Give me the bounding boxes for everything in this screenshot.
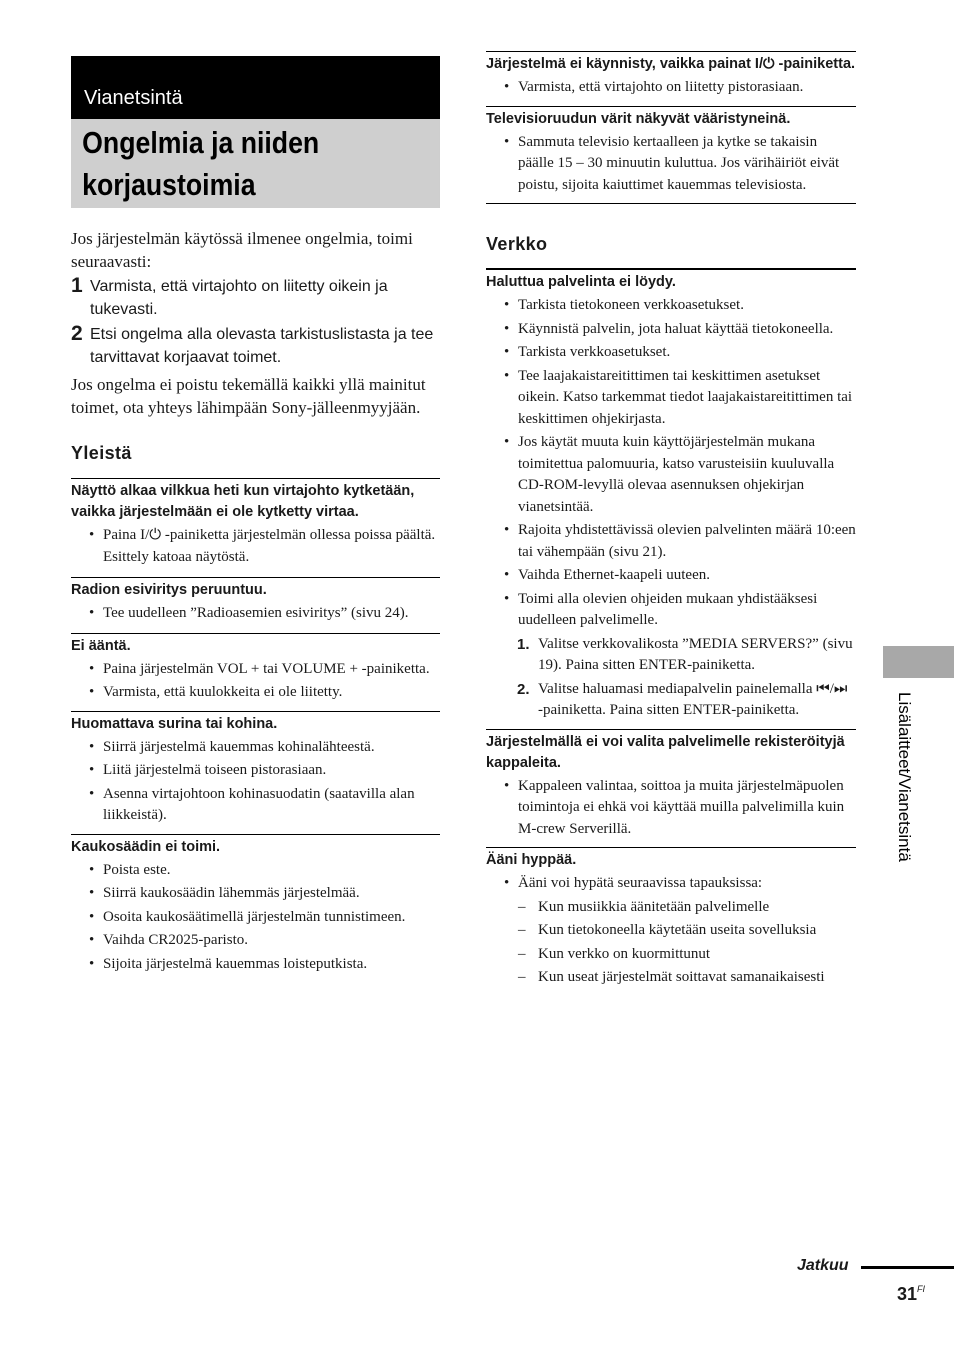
page-number: $31^{FI}$ xyxy=(897,1284,926,1304)
page-title: Ongelmia ja niiden korjaustoimia xyxy=(71,119,439,208)
problem-title: Näyttö alkaa vilkkua heti kun virtajohto kytketään, vaikka järjestelmään ei ole kytketty virtaa. xyxy=(71,483,415,520)
general-heading: Yleistä xyxy=(71,443,132,463)
problem-title: Ei ääntä. xyxy=(71,637,131,654)
step-2: 2 Etsi ongelma alla olevasta tarkistuslistasta ja tee tarvittavat korjaavat toimet. xyxy=(71,322,434,366)
problem-title: Järjestelmällä ei voi valita palvelimelle rekisteröityjä kappaleita. xyxy=(486,733,845,771)
problem-title: Haluttua palvelinta ei löydy. xyxy=(486,274,676,290)
solution-item: • Asenna virtajohtoon kohinasuodatin (saatavilla alan liikkeistä). xyxy=(71,784,440,827)
intro-text-2: Jos ongelma ei poistu tekemällä kaikki yllä mainitut toimet, ota yhteys lähimpään Sony-jälleenmyyjään. xyxy=(71,375,426,417)
dash-item: – Kun verkko on kuormittunut xyxy=(486,944,856,966)
solution-item: • Tee uudelleen ”Radioasemien esiviritys” (sivu 24). xyxy=(71,603,440,625)
network-heading: Verkko xyxy=(486,234,548,254)
page-suffix: FI xyxy=(917,1284,926,1294)
solution-item: • Liitä järjestelmä toiseen pistorasiaan. xyxy=(71,760,440,782)
problem-title: Järjestelmä ei käynnisty, vaikka painat I/⏻ -painiketta. xyxy=(486,56,856,72)
solution-item: • Tarkista verkkoasetukset. xyxy=(486,342,856,364)
side-tab-marker xyxy=(883,646,954,678)
problem-title: Kaukosäädin ei toimi. xyxy=(71,838,221,855)
continues-line xyxy=(861,1266,954,1269)
side-tab-label: Lisälaitteet/Vianetsintä xyxy=(895,692,914,862)
problem-title: Radion esiviritys peruuntuu. xyxy=(71,582,267,598)
solution-item: • Sijoita järjestelmä kauemmas loisteputkista. xyxy=(71,954,440,976)
substep-item: 1. Valitse verkkovalikosta ”MEDIA SERVERS?” (sivu 19). Paina sitten ENTER-painiketta. xyxy=(517,635,853,673)
solution-item: • Siirrä kaukosäädin lähemmäs järjestelmää. xyxy=(71,883,440,905)
right-column xyxy=(486,51,856,991)
section-label: Vianetsintä xyxy=(71,56,440,119)
solution-item: • Rajoita yhdistettävissä olevien palvelinten määrä 10:een tai vähempään (sivu 21). xyxy=(486,520,856,563)
solution-item: • Vaihda CR2025-paristo. xyxy=(71,930,440,952)
solution-item: • Toimi alla olevien ohjeiden mukaan yhdistääksesi uudelleen palvelimelle. xyxy=(486,589,856,632)
solution-item: • Siirrä järjestelmä kauemmas kohinalähteestä. xyxy=(71,737,440,759)
solution-item: • Paina I/⏻ -painiketta järjestelmän ollessa poissa päältä. Esittely katoaa näytöstä. xyxy=(71,525,440,568)
solution-item: • Tee laajakaistareitittimen tai keskittimen asetukset oikein. Katso tarkemmat tiedot laajakaistareitittimen tai keskittimen ohjekirjasta. xyxy=(486,366,856,431)
dash-item: – Kun useat järjestelmät soittavat samanaikaisesti xyxy=(486,967,856,989)
solution-item: • Vaihda Ethernet-kaapeli uuteen. xyxy=(486,565,856,587)
dash-item: – Kun tietokoneella käytetään useita sovelluksia xyxy=(486,920,856,942)
left-column xyxy=(71,56,440,977)
solution-item: • Kappaleen valintaa, soittoa ja muita järjestelmäpuolen toimintoja ei ehkä voi käyttää muilla palvelimilla kuin M-crew Serverillä. xyxy=(486,776,856,841)
page-title-box xyxy=(71,119,440,208)
solution-item: • Sammuta televisio kertaalleen ja kytke se takaisin päälle 15 – 30 minuutin kuluttua. Jos värihäiriöt eivät poistu, sijoita kaiuttimet kauemmas televisiosta. xyxy=(486,132,856,197)
intro-text: Jos järjestelmän käytössä ilmenee ongelmia, toimi seuraavasti: xyxy=(71,229,413,271)
problem-title: Televisioruudun värit näkyvät vääristyneinä. xyxy=(486,110,791,127)
solution-item: • Jos käytät muuta kuin käyttöjärjestelmän mukana toimitettua palomuuria, katso varusteisiin kuuluvalla CD-ROM-levyllä olevaa asennuksen ohjekirjan vianetsintää. xyxy=(486,432,856,518)
solution-item: • Varmista, että virtajohto on liitetty pistorasiaan. xyxy=(486,77,856,99)
solution-item: • Käynnistä palvelin, jota haluat käyttää tietokoneella. xyxy=(486,319,856,341)
step-1: 1 Varmista, että virtajohto on liitetty oikein ja tukevasti. xyxy=(71,274,388,318)
solution-item: • Ääni voi hypätä seuraavissa tapauksissa: xyxy=(486,873,856,895)
continues-label: Jatkuu xyxy=(797,1257,849,1274)
solution-item: • Varmista, että kuulokkeita ei ole liitetty. xyxy=(71,682,440,704)
solution-item: • Osoita kaukosäätimellä järjestelmän tunnistimeen. xyxy=(71,907,440,929)
problem-title: Ääni hyppää. xyxy=(486,852,577,868)
problem-title: Huomattava surina tai kohina. xyxy=(71,715,278,732)
solution-item: • Paina järjestelmän VOL + tai VOLUME + -painiketta. xyxy=(71,659,440,681)
substep-item: 2. Valitse haluamasi mediapalvelin painelemalla ⏮/⏭ -painiketta. Paina sitten ENTER-painiketta. xyxy=(517,680,848,718)
solution-item: • Poista este. xyxy=(71,860,440,882)
solution-item: • Tarkista tietokoneen verkkoasetukset. xyxy=(486,295,856,317)
dash-item: – Kun musiikkia äänitetään palvelimelle xyxy=(486,897,856,919)
